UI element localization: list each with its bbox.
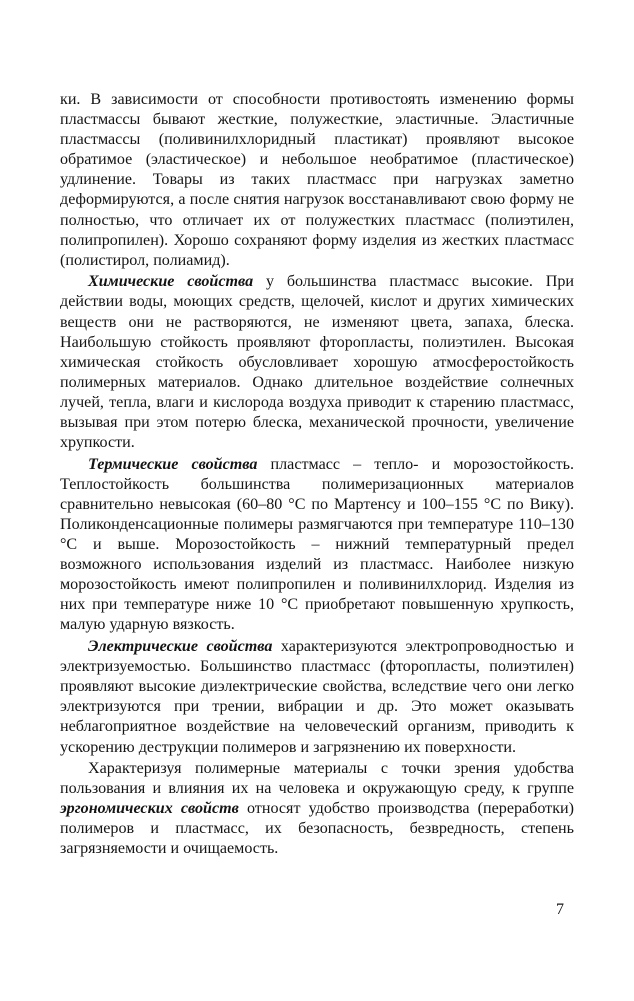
paragraph-text: Характеризуя полимерные материалы с точки зрения удобства пользования и влияния их на человека и окружающую среду, к группе (60, 760, 574, 798)
paragraph-text: относят удобство производства (переработки) полимеров и пластмасс, их безопасность, безвредность, степень загрязняемости и очищаемость. (60, 800, 574, 858)
term-ergonomic-properties: эргономических свойств (60, 800, 239, 818)
paragraph-ergonomic-properties (60, 759, 574, 859)
paragraph-electrical-properties (60, 637, 574, 758)
paragraph-form-properties (60, 90, 574, 271)
term-thermal-properties: Термические свойства (88, 455, 258, 473)
paragraph-thermal-properties (60, 455, 574, 636)
paragraph-text: у большинства пластмасс высокие. При действии воды, моющих средств, щелочей, кислот и других химических веществ они не растворяются, не изменяют цвета, запаха, блеска. Наибольшую стойкость проявляют фторопласты, полиэтилен. Высокая химическая стойкость обусловливает хорошую атмосферостойкость полимерных материалов. Однако длительное воздействие солнечных лучей, тепла, влаги и кислорода воздуха приводит к старению пластмасс, вызывая при этом потерю блеска, механической прочности, увеличение хрупкости. (60, 273, 574, 452)
paragraph-text: характеризуются электропроводностью и электризуемостью. Большинство пластмасс (фторопласты, полиэтилен) проявляют высокие диэлектрические свойства, вследствие чего они легко электризуются при трении, вибрации и др. Это может оказывать неблагоприятное воздействие на человеческий организм, приводить к ускорению деструкции полимеров и загрязнению их поверхности. (60, 638, 574, 756)
page-number: 7 (556, 901, 564, 918)
term-chemical-properties: Химические свойства (88, 273, 254, 291)
paragraph-text: ки. В зависимости от способности противостоять изменению формы пластмассы бывают жесткие, полужесткие, эластичные. Эластичные пластмассы (поливинилхлоридный пластикат) проявляют высокое обратимое (эластическое) и небольшое необратимое (пластическое) удлинение. Товары из таких пластмасс при нагрузках заметно деформируются, а после снятия нагрузок восстанавливают свою форму не полностью, что отличает их от полужестких пластмасс (полиэтилен, полипропилен). Хорошо сохраняют форму изделия из жестких пластмасс (полистирол, полиамид). (60, 91, 574, 269)
page-text (60, 90, 574, 861)
term-electrical-properties: Электрические свойства (88, 638, 273, 656)
paragraph-chemical-properties (60, 272, 574, 453)
paragraph-text: пластмасс – тепло- и морозостойкость. Теплостойкость большинства полимеризационных материалов сравнительно невысокая (60–80 °С по Мартенсу и 100–155 °С по Вику). Поликонденсационные полимеры размягчаются при температуре 110–130 °С и выше. Морозостойкость – нижний температурный предел возможного использования изделий из пластмасс. Наиболее низкую морозостойкость имеют полипропилен и поливинилхлорид. Изделия из них при температуре ниже 10 °С приобретают повышенную хрупкость, малую ударную вязкость. (60, 455, 574, 634)
